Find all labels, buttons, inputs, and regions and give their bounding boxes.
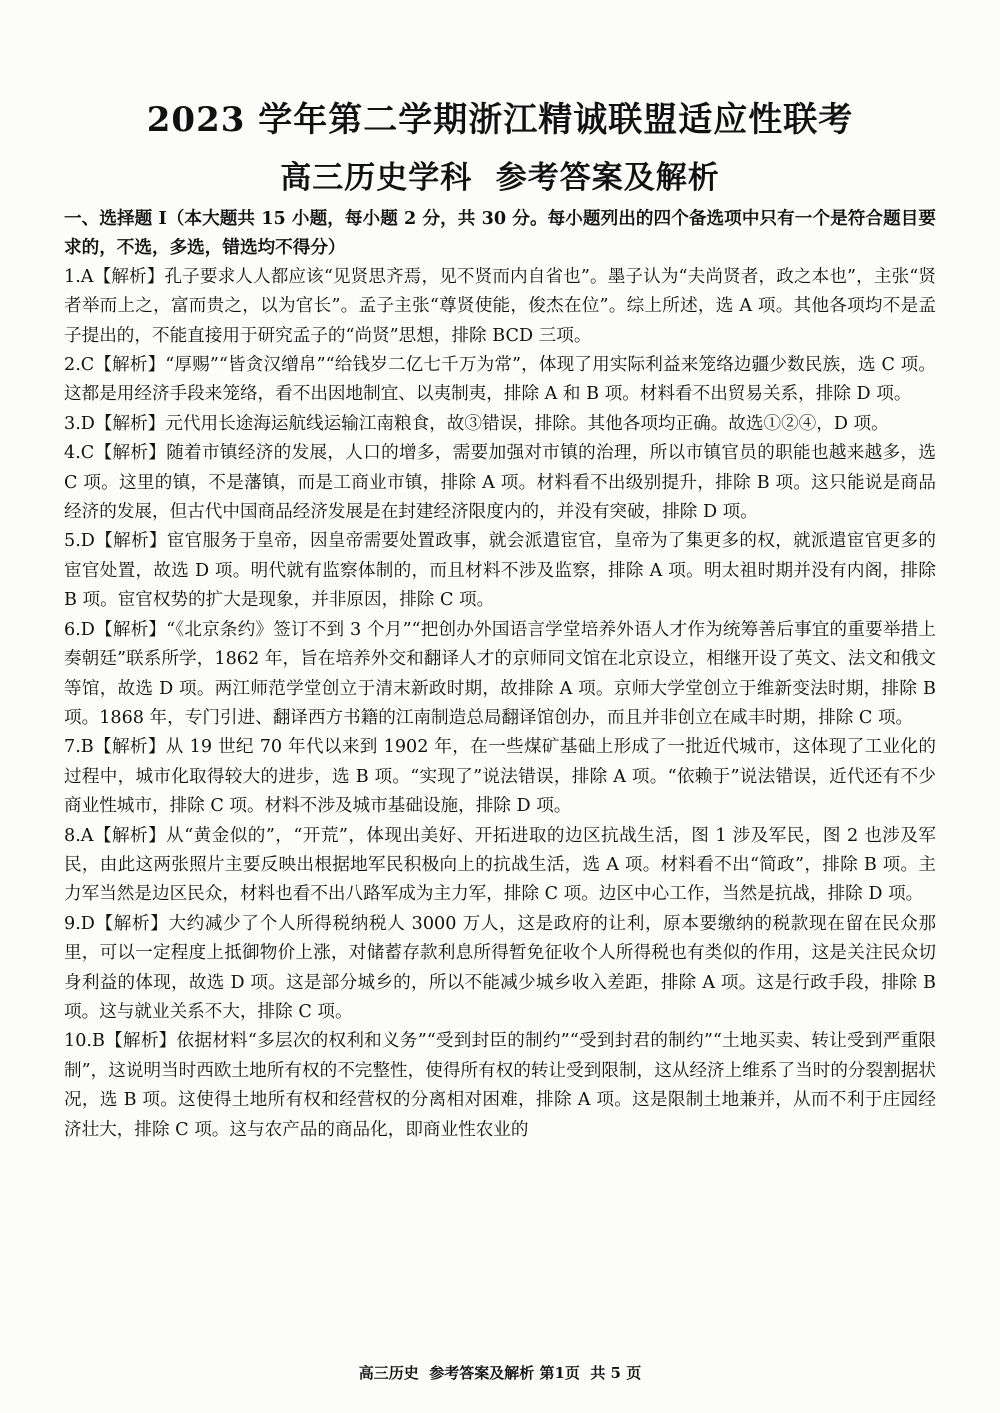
- answer-label: 4.C【解析】: [64, 443, 167, 464]
- answer-label: 6.D【解析】: [64, 619, 167, 640]
- answer-item-4: [64, 439, 936, 527]
- answer-item-5: [64, 527, 936, 615]
- answer-explanation: 从“黄金似的”，“开荒”，体现出美好、开拓进取的边区抗战生活，图 1 涉及军民，图 2 也涉及军民，由此这两张照片主要反映出根据地军民积极向上的抗战生活，选 A 项。材料看不出“简政”，排除 B 项。主力军当然是边区民众，材料也看不出八路军成为主力军，排除 C 项。边区中心工作，当然是抗战，排除 D 项。: [64, 825, 936, 905]
- answer-label: 5.D【解析】: [64, 531, 167, 552]
- answer-explanation: 依据材料“多层次的权利和义务”“受到封臣的制约”“受到封君的制约”“土地买卖、转让受到严重限制”，这说明当时西欧土地所有权的不完整性，使得所有权的转让受到限制，这从经济上维系了当时的分裂割据状况，选 B 项。这使得土地所有权和经营权的分离相对困难，排除 A 项。这是限制土地兼并，从而不利于庄园经济壮大，排除 C 项。这与农产品的商品化，即商业性农业的: [64, 1031, 936, 1140]
- answer-label: 8.A【解析】: [64, 825, 167, 846]
- answer-explanation: “《北京条约》签订不到 3 个月”“把创办外国语言学堂培养外语人才作为统筹善后事宜的重要举措上奏朝廷”联系所学，1862 年，旨在培养外交和翻译人才的京师同文馆在北京设立，相继开设了英文、法文和俄文等馆，故选 D 项。两江师范学堂创立于清末新政时期，故排除 A 项。京师大学堂创立于维新变法时期，排除 B 项。1868 年，专门引进、翻译西方书籍的江南制造总局翻译馆创办，而且并非创立在咸丰时期，排除 C 项。: [64, 619, 936, 728]
- answer-item-9: [64, 910, 936, 1028]
- answer-item-2: [64, 351, 936, 410]
- answer-item-1: [64, 263, 936, 351]
- answer-explanation: 从 19 世纪 70 年代以来到 1902 年，在一些煤矿基础上形成了一批近代城市，这体现了工业化的过程中，城市化取得较大的进步，选 B 项。“实现了”说法错误，排除 A 项。“依赖于”说法错误，近代还有不少商业性城市，排除 C 项。材料不涉及城市基础设施，排除 D 项。: [64, 737, 937, 817]
- answer-label: 1.A【解析】: [64, 266, 165, 287]
- answer-label: 2.C【解析】: [64, 355, 166, 376]
- answer-item-10: [64, 1027, 936, 1145]
- section-heading: 一、选择题 I（本大题共 15 小题，每小题 2 分，共 30 分。每小题列出的四个备选项中只有一个是符合题目要求的，不选，多选，错选均不得分）: [64, 208, 936, 259]
- answer-explanation: 元代用长途海运航线运输江南粮食，故③错误，排除。其他各项均正确。故选①②④，D 项。: [165, 413, 889, 434]
- answer-label: 3.D【解析】: [64, 413, 166, 434]
- answer-item-7: [64, 733, 936, 821]
- answer-label: 7.B【解析】: [64, 737, 166, 758]
- page-title: 2023 学年第二学期浙江精诚联盟适应性联考: [146, 100, 854, 140]
- answer-explanation: “厚赐”“皆贪汉缯帛”“给钱岁二亿七千万为常”，体现了用实际利益来笼络边疆少数民族，选 C 项。这都是用经济手段来笼络，看不出因地制宜、以夷制夷，排除 A 和 B 项。材料看不出贸易关系，排除 D 项。: [64, 355, 936, 405]
- answer-content: [64, 204, 936, 1145]
- answer-explanation: 大约减少了个人所得税纳税人 3000 万人，这是政府的让利，原本要缴纳的税款现在留在民众那里，可以一定程度上抵御物价上涨，对储蓄存款利息所得暂免征收个人所得税也有类似的作用，这是关注民众切身利益的体现，故选 D 项。这是部分城乡的，所以不能减少城乡收入差距，排除 A 项。这是行政手段，排除 B 项。这与就业关系不大，排除 C 项。: [64, 913, 936, 1022]
- answer-explanation: 孔子要求人人都应该“见贤思齐焉，见不贤而内自省也”。墨子认为“夫尚贤者，政之本也”，主张“贤者举而上之，富而贵之，以为官长”。孟子主张“尊贤使能，俊杰在位”。综上所述，选 A 项。其他各项均不是孟子提出的，不能直接用于研究孟子的“尚贤”思想，排除 BCD 三项。: [64, 266, 936, 346]
- answer-label: 9.D【解析】: [64, 913, 169, 934]
- answer-explanation: 宦官服务于皇帝，因皇帝需要处置政事，就会派遣宦官，皇帝为了集更多的权，就派遣宦官更多的宦官处置，故选 D 项。明代就有监察体制的，而且材料不涉及监察，排除 A 项。明太祖时期并没有内阁，排除 B 项。宦官权势的扩大是现象，并非原因，排除 C 项。: [64, 531, 936, 611]
- answer-item-3: [64, 410, 936, 439]
- answer-item-6: [64, 616, 936, 734]
- answer-item-8: [64, 822, 936, 910]
- answer-label: 10.B【解析】: [64, 1031, 177, 1052]
- answer-explanation: 随着市镇经济的发展，人口的增多，需要加强对市镇的治理，所以市镇官员的职能也越来越多，选 C 项。这里的镇，不是藩镇，而是工商业市镇，排除 A 项。材料看不出级别提升，排除 B 项。这只能说是商品经济的发展，但古代中国商品经济发展是在封建经济限度内的，并没有突破，排除 D 项。: [64, 443, 936, 523]
- page-subtitle: 高三历史学科 参考答案及解析: [280, 160, 720, 196]
- page-footer: 高三历史 参考答案及解析 第1页 共 5 页: [358, 1364, 642, 1382]
